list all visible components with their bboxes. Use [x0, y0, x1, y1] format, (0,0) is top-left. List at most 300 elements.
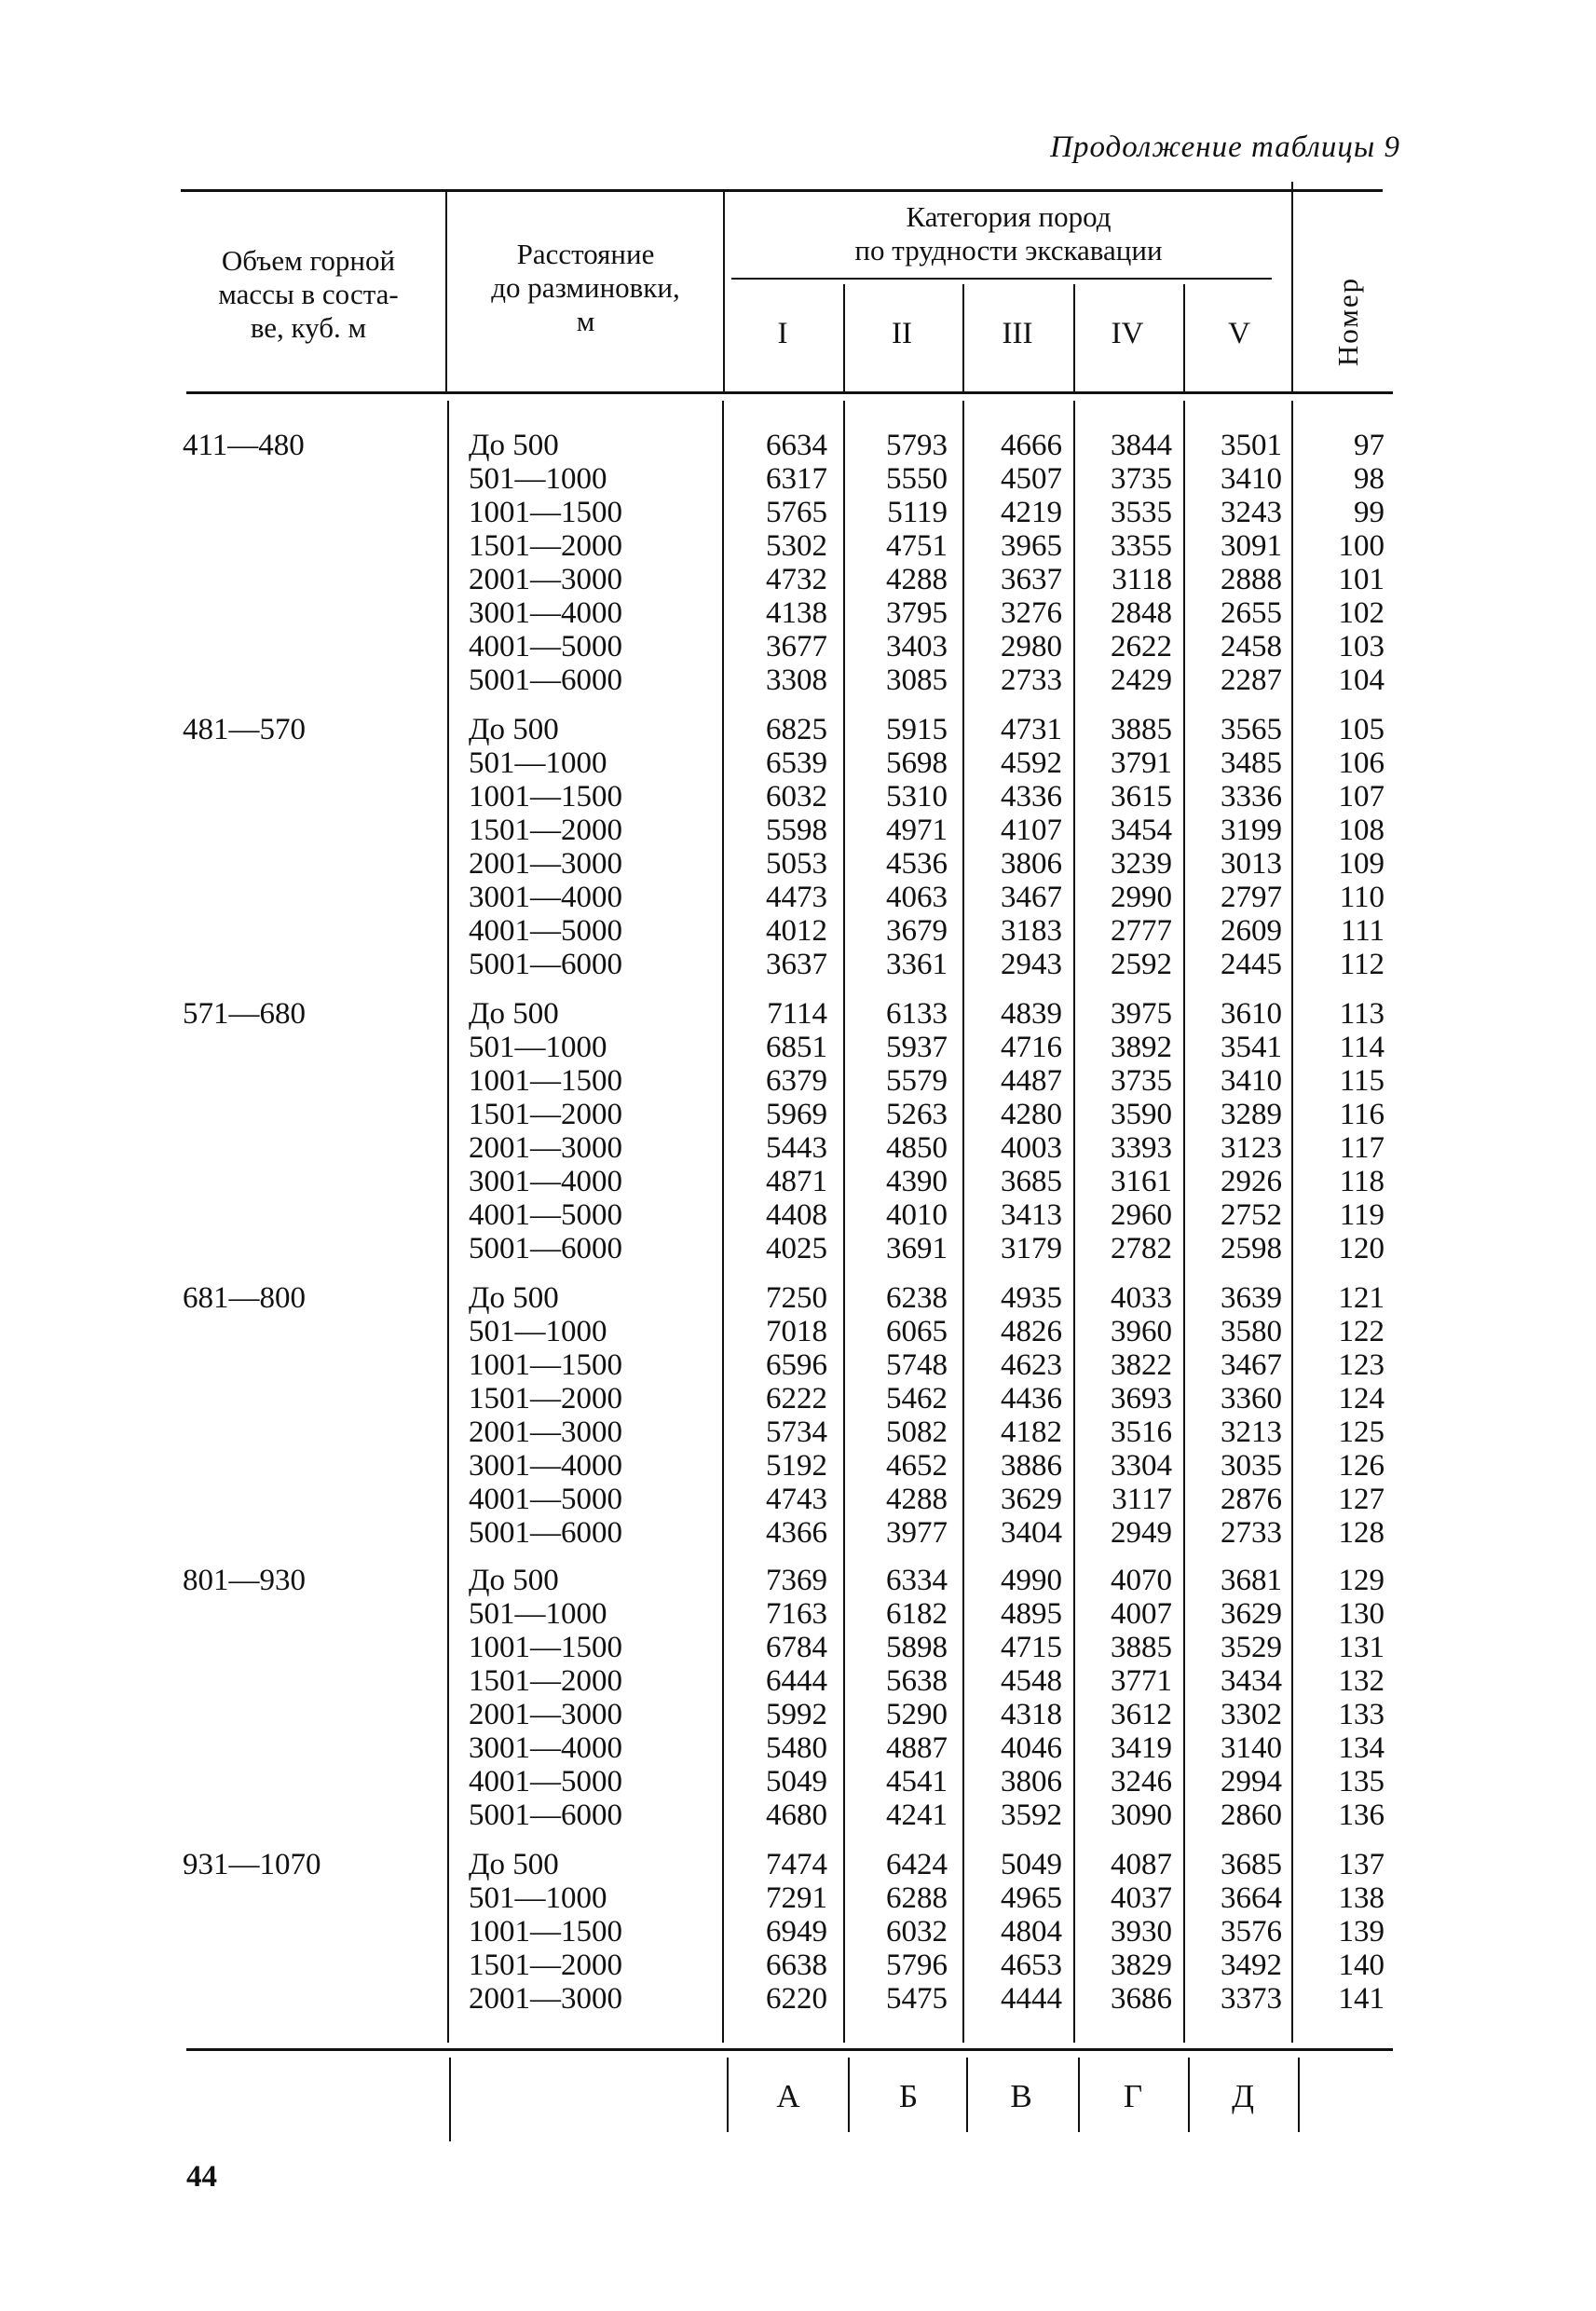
- cat-2-cell: 4887: [886, 1731, 948, 1765]
- cat-5-cell: 3213: [1221, 1415, 1282, 1449]
- header-bottom-rule: [186, 391, 1393, 394]
- footer-divider-volume: [449, 2058, 451, 2141]
- cat-1-cell: 4025: [766, 1232, 827, 1265]
- distance-cell: 1501—2000: [469, 1382, 622, 1415]
- cat-5-cell: 3035: [1221, 1449, 1282, 1483]
- cat-4-cell: 3615: [1111, 780, 1172, 814]
- number-cell: 126: [1338, 1449, 1385, 1483]
- table-row: [0, 1098, 1596, 1131]
- cat-2-cell: 5119: [887, 496, 948, 529]
- cat-4-cell: 4087: [1111, 1848, 1172, 1881]
- cat-5-cell: 3140: [1221, 1731, 1282, 1765]
- group-volume: 481—570: [183, 713, 306, 746]
- col-divider-3: [1073, 284, 1075, 391]
- table-row: [0, 1449, 1596, 1483]
- distance-cell: 2001—3000: [469, 563, 622, 596]
- cat-5-cell: 3434: [1221, 1664, 1282, 1698]
- table-row: [0, 529, 1596, 563]
- cat-1-cell: 5192: [766, 1449, 827, 1483]
- table-row: [0, 1664, 1596, 1698]
- cat-4-cell: 3885: [1111, 713, 1172, 746]
- cat-4-cell: 3246: [1111, 1765, 1172, 1798]
- cat-3-cell: 3886: [1001, 1449, 1062, 1483]
- number-cell: 118: [1339, 1165, 1385, 1198]
- cat-5-cell: 3243: [1221, 496, 1282, 529]
- cat-2-cell: 6424: [886, 1848, 948, 1881]
- number-cell: 109: [1338, 847, 1385, 881]
- cat-2-cell: 5310: [886, 780, 948, 814]
- table-row: [0, 1382, 1596, 1415]
- cat-1-cell: 6784: [766, 1631, 827, 1664]
- distance-cell: До 500: [469, 997, 559, 1031]
- cat-1-cell: 3637: [766, 948, 827, 981]
- cat-3-cell: 4182: [1001, 1415, 1062, 1449]
- number-cell: 121: [1338, 1281, 1385, 1315]
- table-row: [0, 1415, 1596, 1449]
- distance-cell: 1001—1500: [469, 1064, 622, 1098]
- cat-2-cell: 5550: [886, 462, 948, 496]
- table-row: [0, 997, 1596, 1031]
- cat-4-cell: 3735: [1111, 462, 1172, 496]
- number-cell: 108: [1338, 814, 1385, 847]
- number-cell: 136: [1338, 1798, 1385, 1832]
- distance-cell: 3001—4000: [469, 1165, 622, 1198]
- distance-cell: 5001—6000: [469, 663, 622, 697]
- header-category: Категория пород по трудности экскавации: [854, 200, 1163, 267]
- cat-5-cell: 3681: [1221, 1564, 1282, 1597]
- cat-3-cell: 3637: [1001, 563, 1062, 596]
- number-cell: 130: [1338, 1597, 1385, 1631]
- table-row: [0, 1315, 1596, 1348]
- footer-divider-1: [848, 2058, 850, 2132]
- table-row: [0, 713, 1596, 746]
- cat-3-cell: 4990: [1001, 1564, 1062, 1597]
- distance-cell: До 500: [469, 1848, 559, 1881]
- cat-1-cell: 7250: [766, 1281, 827, 1315]
- table-row: [0, 1848, 1596, 1881]
- distance-cell: 3001—4000: [469, 1449, 622, 1483]
- header-roman-3: III: [1002, 317, 1033, 350]
- cat-2-cell: 4536: [886, 847, 948, 881]
- table-row: [0, 1698, 1596, 1731]
- cat-5-cell: 2860: [1221, 1798, 1282, 1832]
- table-row: [0, 1483, 1596, 1516]
- cat-4-cell: 3239: [1111, 847, 1172, 881]
- cat-3-cell: 4280: [1001, 1098, 1062, 1131]
- cat-5-cell: 3360: [1221, 1382, 1282, 1415]
- cat-2-cell: 4850: [886, 1131, 948, 1165]
- cat-2-cell: 5579: [886, 1064, 948, 1098]
- number-cell: 125: [1338, 1415, 1385, 1449]
- cat-4-cell: 3791: [1111, 746, 1172, 780]
- cat-3-cell: 4507: [1001, 462, 1062, 496]
- number-cell: 138: [1338, 1881, 1385, 1915]
- cat-5-cell: 3664: [1221, 1881, 1282, 1915]
- cat-2-cell: 6065: [886, 1315, 948, 1348]
- cat-1-cell: 6539: [766, 746, 827, 780]
- table-row: [0, 914, 1596, 948]
- cat-5-cell: 3580: [1221, 1315, 1282, 1348]
- cat-4-cell: 3304: [1111, 1449, 1172, 1483]
- cat-3-cell: 2733: [1001, 663, 1062, 697]
- header-number: Номер: [1331, 276, 1364, 367]
- distance-cell: 1001—1500: [469, 1915, 622, 1949]
- cat-2-cell: 5290: [886, 1698, 948, 1731]
- table-row: [0, 1165, 1596, 1198]
- number-cell: 115: [1339, 1064, 1385, 1098]
- number-cell: 133: [1338, 1698, 1385, 1731]
- cat-1-cell: 3677: [766, 630, 827, 663]
- cat-4-cell: 3771: [1111, 1664, 1172, 1698]
- cat-3-cell: 4107: [1001, 814, 1062, 847]
- header-roman-4: IV: [1111, 317, 1144, 350]
- cat-5-cell: 3610: [1221, 997, 1282, 1031]
- cat-5-cell: 3576: [1221, 1915, 1282, 1949]
- number-cell: 122: [1338, 1315, 1385, 1348]
- number-cell: 140: [1338, 1949, 1385, 1982]
- cat-2-cell: 4971: [886, 814, 948, 847]
- table-row: [0, 1731, 1596, 1765]
- distance-cell: 4001—5000: [469, 630, 622, 663]
- cat-1-cell: 7018: [766, 1315, 827, 1348]
- distance-cell: 3001—4000: [469, 1731, 622, 1765]
- cat-2-cell: 6032: [886, 1915, 948, 1949]
- cat-2-cell: 5748: [886, 1348, 948, 1382]
- cat-2-cell: 4390: [886, 1165, 948, 1198]
- cat-5-cell: 3410: [1221, 462, 1282, 496]
- number-cell: 97: [1354, 429, 1385, 462]
- cat-2-cell: 6334: [886, 1564, 948, 1597]
- distance-cell: 1001—1500: [469, 1631, 622, 1664]
- table-row: [0, 1949, 1596, 1982]
- cat-2-cell: 5915: [886, 713, 948, 746]
- cat-1-cell: 6851: [766, 1031, 827, 1064]
- distance-cell: 501—1000: [469, 1031, 607, 1064]
- cat-3-cell: 4003: [1001, 1131, 1062, 1165]
- cat-5-cell: 3467: [1221, 1348, 1282, 1382]
- cat-1-cell: 7369: [766, 1564, 827, 1597]
- cat-3-cell: 4895: [1001, 1597, 1062, 1631]
- cat-1-cell: 6222: [766, 1382, 827, 1415]
- cat-4-cell: 3419: [1111, 1731, 1172, 1765]
- distance-cell: 4001—5000: [469, 914, 622, 948]
- footer-divider-number: [1298, 2058, 1300, 2132]
- cat-5-cell: 3302: [1221, 1698, 1282, 1731]
- cat-1-cell: 5598: [766, 814, 827, 847]
- cat-3-cell: 4731: [1001, 713, 1062, 746]
- number-cell: 139: [1338, 1915, 1385, 1949]
- table-row: [0, 1064, 1596, 1098]
- table-row: [0, 596, 1596, 630]
- cat-4-cell: 3535: [1111, 496, 1172, 529]
- distance-cell: 1001—1500: [469, 496, 622, 529]
- distance-cell: 501—1000: [469, 1315, 607, 1348]
- cat-4-cell: 3735: [1111, 1064, 1172, 1098]
- number-cell: 98: [1354, 462, 1385, 496]
- distance-cell: 1001—1500: [469, 1348, 622, 1382]
- number-cell: 107: [1338, 780, 1385, 814]
- cat-2-cell: 6288: [886, 1881, 948, 1915]
- distance-cell: 2001—3000: [469, 1415, 622, 1449]
- table-row: [0, 630, 1596, 663]
- cat-4-cell: 4007: [1111, 1597, 1172, 1631]
- distance-cell: 2001—3000: [469, 847, 622, 881]
- cat-4-cell: 3090: [1111, 1798, 1172, 1832]
- cat-4-cell: 2592: [1111, 948, 1172, 981]
- cat-4-cell: 3393: [1111, 1131, 1172, 1165]
- distance-cell: 1001—1500: [469, 780, 622, 814]
- footer-letter-d: Д: [1232, 2078, 1254, 2114]
- table-row: [0, 780, 1596, 814]
- number-cell: 123: [1338, 1348, 1385, 1382]
- cat-2-cell: 5263: [886, 1098, 948, 1131]
- cat-3-cell: 3179: [1001, 1232, 1062, 1265]
- cat-2-cell: 3977: [886, 1516, 948, 1550]
- table-row: [0, 1597, 1596, 1631]
- cat-2-cell: 3679: [886, 914, 948, 948]
- cat-1-cell: 6596: [766, 1348, 827, 1382]
- cat-3-cell: 4623: [1001, 1348, 1062, 1382]
- number-cell: 104: [1338, 663, 1385, 697]
- number-cell: 110: [1339, 881, 1385, 914]
- cat-3-cell: 4826: [1001, 1315, 1062, 1348]
- cat-2-cell: 3691: [886, 1232, 948, 1265]
- cat-1-cell: 6638: [766, 1949, 827, 1982]
- distance-cell: 5001—6000: [469, 1516, 622, 1550]
- col-divider-1: [843, 284, 845, 391]
- cat-3-cell: 2943: [1001, 948, 1062, 981]
- cat-3-cell: 3592: [1001, 1798, 1062, 1832]
- cat-1-cell: 7291: [766, 1881, 827, 1915]
- cat-5-cell: 2445: [1221, 948, 1282, 981]
- distance-cell: До 500: [469, 1281, 559, 1315]
- col-divider-2: [962, 284, 964, 391]
- group-volume: 681—800: [183, 1281, 306, 1315]
- cat-2-cell: 5898: [886, 1631, 948, 1664]
- cat-5-cell: 2994: [1221, 1765, 1282, 1798]
- table-row: [0, 1564, 1596, 1597]
- distance-cell: 501—1000: [469, 746, 607, 780]
- table-row: [0, 496, 1596, 529]
- table-row: [0, 1131, 1596, 1165]
- page-number: 44: [186, 2160, 217, 2194]
- cat-3-cell: 3806: [1001, 847, 1062, 881]
- cat-4-cell: 3590: [1111, 1098, 1172, 1131]
- cat-3-cell: 4219: [1001, 496, 1062, 529]
- cat-2-cell: 5475: [886, 1982, 948, 2016]
- header-roman-5: V: [1228, 317, 1250, 350]
- cat-1-cell: 4012: [766, 914, 827, 948]
- col-divider-4: [1183, 284, 1185, 391]
- distance-cell: 1501—2000: [469, 529, 622, 563]
- cat-5-cell: 3373: [1221, 1982, 1282, 2016]
- table-row: [0, 1198, 1596, 1232]
- group-volume: 931—1070: [183, 1848, 321, 1881]
- distance-cell: 1501—2000: [469, 1098, 622, 1131]
- header-roman-1: I: [777, 317, 788, 350]
- header-distance: Расстояние до разминовки, м: [491, 238, 680, 337]
- cat-1-cell: 6379: [766, 1064, 827, 1098]
- cat-1-cell: 6032: [766, 780, 827, 814]
- cat-5-cell: 2458: [1221, 630, 1282, 663]
- number-cell: 120: [1338, 1232, 1385, 1265]
- distance-cell: 2001—3000: [469, 1698, 622, 1731]
- number-cell: 105: [1338, 713, 1385, 746]
- cat-3-cell: 4592: [1001, 746, 1062, 780]
- cat-2-cell: 4241: [886, 1798, 948, 1832]
- cat-1-cell: 3308: [766, 663, 827, 697]
- cat-3-cell: 4804: [1001, 1915, 1062, 1949]
- table-row: [0, 1281, 1596, 1315]
- number-cell: 102: [1338, 596, 1385, 630]
- group-volume: 801—930: [183, 1564, 306, 1597]
- cat-5-cell: 2926: [1221, 1165, 1282, 1198]
- cat-1-cell: 5053: [766, 847, 827, 881]
- cat-3-cell: 3965: [1001, 529, 1062, 563]
- distance-cell: 501—1000: [469, 462, 607, 496]
- cat-5-cell: 2609: [1221, 914, 1282, 948]
- distance-cell: 1501—2000: [469, 1664, 622, 1698]
- group-volume: 411—480: [183, 429, 305, 462]
- cat-4-cell: 3118: [1112, 563, 1172, 596]
- cat-4-cell: 2960: [1111, 1198, 1172, 1232]
- cat-1-cell: 4408: [766, 1198, 827, 1232]
- cat-3-cell: 4666: [1001, 429, 1062, 462]
- table-row: [0, 1982, 1596, 2016]
- cat-1-cell: 5049: [766, 1765, 827, 1798]
- cat-3-cell: 3276: [1001, 596, 1062, 630]
- number-cell: 119: [1339, 1198, 1385, 1232]
- distance-cell: 4001—5000: [469, 1483, 622, 1516]
- table-row: [0, 1348, 1596, 1382]
- number-cell: 114: [1339, 1031, 1385, 1064]
- cat-3-cell: 4935: [1001, 1281, 1062, 1315]
- table-row: [0, 881, 1596, 914]
- cat-4-cell: 3161: [1111, 1165, 1172, 1198]
- footer-letter-g: Г: [1123, 2078, 1143, 2114]
- cat-4-cell: 3516: [1111, 1415, 1172, 1449]
- header-volume: Объем горной массы в соста- ве, куб. м: [218, 244, 399, 344]
- cat-4-cell: 3885: [1111, 1631, 1172, 1664]
- header-roman-2: II: [892, 317, 912, 350]
- cat-1-cell: 5302: [766, 529, 827, 563]
- table-row: [0, 948, 1596, 981]
- number-cell: 129: [1338, 1564, 1385, 1597]
- cat-2-cell: 3361: [886, 948, 948, 981]
- number-cell: 117: [1339, 1131, 1385, 1165]
- cat-2-cell: 5638: [886, 1664, 948, 1698]
- cat-4-cell: 2429: [1111, 663, 1172, 697]
- number-cell: 134: [1338, 1731, 1385, 1765]
- cat-3-cell: 2980: [1001, 630, 1062, 663]
- cat-5-cell: 3492: [1221, 1949, 1282, 1982]
- distance-cell: До 500: [469, 713, 559, 746]
- footer-divider-3: [1078, 2058, 1080, 2132]
- number-cell: 137: [1338, 1848, 1385, 1881]
- cat-4-cell: 2848: [1111, 596, 1172, 630]
- cat-4-cell: 2990: [1111, 881, 1172, 914]
- cat-4-cell: 4070: [1111, 1564, 1172, 1597]
- table-row: [0, 814, 1596, 847]
- cat-1-cell: 4871: [766, 1165, 827, 1198]
- footer-letter-a: А: [776, 2078, 800, 2114]
- cat-5-cell: 3565: [1221, 713, 1282, 746]
- cat-5-cell: 3501: [1221, 429, 1282, 462]
- table-row: [0, 746, 1596, 780]
- cat-1-cell: 4680: [766, 1798, 827, 1832]
- number-cell: 112: [1339, 948, 1385, 981]
- cat-5-cell: 2598: [1221, 1232, 1282, 1265]
- cat-2-cell: 5462: [886, 1382, 948, 1415]
- cat-5-cell: 3289: [1221, 1098, 1282, 1131]
- cat-3-cell: 4653: [1001, 1949, 1062, 1982]
- number-cell: 124: [1338, 1382, 1385, 1415]
- distance-cell: 5001—6000: [469, 948, 622, 981]
- cat-4-cell: 3117: [1112, 1483, 1172, 1516]
- cat-1-cell: 5969: [766, 1098, 827, 1131]
- cat-2-cell: 4063: [886, 881, 948, 914]
- cat-3-cell: 4046: [1001, 1731, 1062, 1765]
- cat-3-cell: 3404: [1001, 1516, 1062, 1550]
- table-row: [0, 1881, 1596, 1915]
- cat-2-cell: 4652: [886, 1449, 948, 1483]
- table-caption: Продолжение таблицы 9: [1050, 130, 1400, 164]
- distance-cell: 5001—6000: [469, 1798, 622, 1832]
- table-row: [0, 847, 1596, 881]
- cat-3-cell: 5049: [1001, 1848, 1062, 1881]
- cat-3-cell: 4548: [1001, 1664, 1062, 1698]
- number-cell: 141: [1338, 1982, 1385, 2016]
- category-rule: [731, 278, 1272, 280]
- cat-4-cell: 3454: [1111, 814, 1172, 847]
- cat-3-cell: 3685: [1001, 1165, 1062, 1198]
- cat-3-cell: 4715: [1001, 1631, 1062, 1664]
- cat-1-cell: 5734: [766, 1415, 827, 1449]
- distance-cell: 1501—2000: [469, 814, 622, 847]
- cat-4-cell: 3930: [1111, 1915, 1172, 1949]
- distance-cell: 2001—3000: [469, 1131, 622, 1165]
- cat-3-cell: 4965: [1001, 1881, 1062, 1915]
- cat-2-cell: 6133: [886, 997, 948, 1031]
- cat-4-cell: 4037: [1111, 1881, 1172, 1915]
- number-cell: 113: [1339, 997, 1385, 1031]
- cat-1-cell: 7163: [766, 1597, 827, 1631]
- cat-1-cell: 4743: [766, 1483, 827, 1516]
- group-volume: 571—680: [183, 997, 306, 1031]
- cat-1-cell: 6444: [766, 1664, 827, 1698]
- cat-1-cell: 7474: [766, 1848, 827, 1881]
- cat-1-cell: 6220: [766, 1982, 827, 2016]
- cat-5-cell: 3013: [1221, 847, 1282, 881]
- cat-2-cell: 5082: [886, 1415, 948, 1449]
- cat-5-cell: 3123: [1221, 1131, 1282, 1165]
- table-row: [0, 1798, 1596, 1832]
- number-cell: 101: [1338, 563, 1385, 596]
- cat-3-cell: 4436: [1001, 1382, 1062, 1415]
- distance-cell: 501—1000: [469, 1597, 607, 1631]
- cat-5-cell: 2287: [1221, 663, 1282, 697]
- table-row: [0, 1915, 1596, 1949]
- distance-cell: До 500: [469, 429, 559, 462]
- cat-4-cell: 2622: [1111, 630, 1172, 663]
- cat-2-cell: 4288: [886, 563, 948, 596]
- cat-4-cell: 3355: [1111, 529, 1172, 563]
- cat-2-cell: 3085: [886, 663, 948, 697]
- footer-letter-v: В: [1010, 2078, 1032, 2114]
- cat-5-cell: 3639: [1221, 1281, 1282, 1315]
- cat-2-cell: 3403: [886, 630, 948, 663]
- cat-3-cell: 3413: [1001, 1198, 1062, 1232]
